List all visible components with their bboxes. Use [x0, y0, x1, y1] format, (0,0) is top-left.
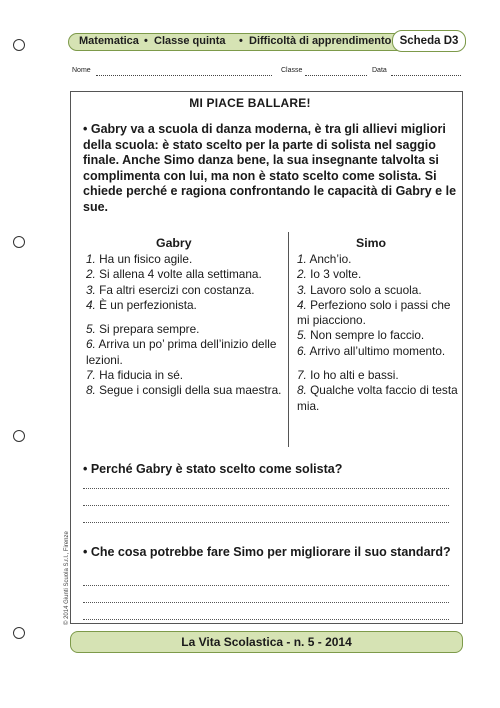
list-item: 5. Non sempre lo faccio. — [297, 328, 425, 343]
header-sep: • — [144, 35, 148, 47]
question-1: • Perché Gabry è stato scelto come solista? — [83, 462, 343, 476]
header-subject: Matematica — [79, 35, 139, 47]
list-item: 8. Qualche volta faccio di testa mia. — [297, 383, 458, 413]
list-item: 8. Segue i consigli della sua maestra. — [86, 383, 282, 398]
answer-line[interactable] — [83, 488, 449, 489]
binder-hole — [13, 39, 25, 51]
list-item: 2. Io 3 volte. — [297, 267, 362, 282]
intro-paragraph: • Gabry va a scuola di danza moderna, è tra gli allievi migliori della scuola: è stato scelto per la parte di solista nel saggio finale. Anche Simo danza bene, la sua insegnante talvolta si complimenta con lui, ma non è stato scelto come solista. Si chiede perché e ragiona confrontando le capacità di Gabry e le sue. — [83, 122, 457, 214]
list-item: 2. Si allena 4 volte alla settimana. — [86, 267, 262, 282]
binder-hole — [13, 430, 25, 442]
list-item: 7. Ha fiducia in sé. — [86, 368, 184, 383]
column-divider — [288, 232, 289, 447]
header-sep: • — [239, 35, 243, 47]
list-item: 4. È un perfezionista. — [86, 297, 197, 312]
list-item: 6. Arriva un po’ prima dell’inizio delle lezioni. — [86, 337, 277, 367]
list-item: 4. Perfeziono solo i passi che mi piacciono. — [297, 297, 451, 328]
footer-band: La Vita Scolastica - n. 5 - 2014 — [70, 631, 463, 653]
date-label: Data — [372, 67, 387, 74]
list-item: 3. Fa altri esercizi con costanza. — [86, 282, 255, 297]
binder-hole — [13, 236, 25, 248]
sheet-badge: Scheda D3 — [392, 30, 466, 52]
list-item: 1. Ha un fisico agile. — [86, 252, 193, 266]
class-label: Classe — [281, 67, 303, 74]
gabry-heading: Gabry — [156, 236, 192, 250]
list-item: 1. Anch’io. — [297, 252, 352, 266]
gabry-list — [86, 252, 282, 399]
name-field[interactable] — [96, 75, 272, 76]
list-item: 7. Io ho alti e bassi. — [297, 368, 399, 383]
answer-line[interactable] — [83, 602, 449, 603]
answer-line[interactable] — [83, 619, 449, 620]
question-2: • Che cosa potrebbe fare Simo per migliorare il suo standard? — [83, 545, 451, 559]
header-class: Classe quinta — [154, 35, 226, 47]
list-item: 3. Lavoro solo a scuola. — [297, 282, 422, 297]
simo-heading: Simo — [356, 236, 387, 250]
class-field[interactable] — [305, 75, 367, 76]
answer-line[interactable] — [83, 522, 449, 523]
answer-line[interactable] — [83, 505, 449, 506]
answer-line[interactable] — [83, 585, 449, 586]
date-field[interactable] — [391, 75, 461, 76]
list-item: 5. Si prepara sempre. — [86, 322, 200, 337]
copyright-notice: © 2014 Giunti Scuola S.r.l., Firenze — [64, 531, 70, 625]
header-topic: Difficoltà di apprendimento — [249, 35, 392, 47]
binder-hole — [13, 627, 25, 639]
simo-list — [297, 252, 461, 414]
page-title: MI PIACE BALLARE! — [189, 96, 311, 110]
name-label: Nome — [72, 67, 91, 74]
list-item: 6. Arrivo all’ultimo momento. — [297, 343, 446, 358]
